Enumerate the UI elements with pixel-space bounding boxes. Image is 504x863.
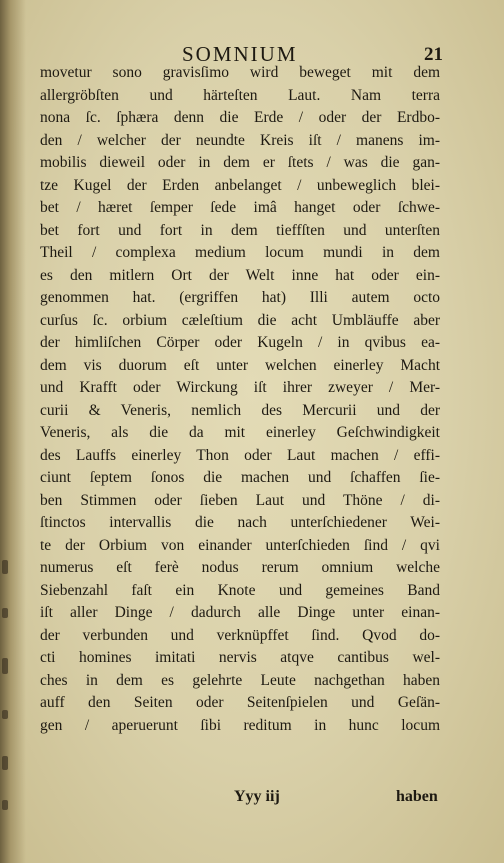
text-line: genommen hat. (ergriffen hat) Illi autem octo <box>40 289 440 306</box>
text-line: den / welcher der neundte Kreis iſt / manens im- <box>40 131 440 149</box>
text-line: iſt aller Dinge / dadurch alle Dinge unter einan- <box>40 604 440 621</box>
ink-bleed-marks <box>2 560 16 820</box>
text-line: auff den Seiten oder Seitenſpielen und Geſän- <box>40 694 440 711</box>
text-line: Veneris, als die da mit einerley Geſchwindigkeit <box>40 424 440 441</box>
text-line: ſtinctos intervallis die nach unterſchiedener Wei- <box>40 514 440 531</box>
text-line: numerus eſt ferè nodus rerum omnium welche <box>40 559 440 576</box>
text-line: ciunt ſeptem ſonos die machen und ſchaffen ſie- <box>40 469 440 486</box>
text-line: curii & Veneris, nemlich des Mercurii und der <box>40 401 440 419</box>
text-line: nona ſc. ſphæra denn die Erde / oder der Erdbo- <box>40 109 440 126</box>
text-line: der verbunden und verknüpffet ſind. Qvod do- <box>40 626 440 644</box>
text-line: cti homines imitati nervis atqve cantibus wel- <box>40 649 440 666</box>
text-line: der himliſchen Cörper oder Kugeln / in qvibus ea- <box>40 334 440 351</box>
text-line: gen / aperuerunt ſibi reditum in hunc locum <box>40 716 440 734</box>
text-line: ben Stimmen oder ſieben Laut und Thöne / di- <box>40 491 440 509</box>
text-line: te der Orbium von einander unterſchieden ſind / qvi <box>40 536 440 554</box>
text-line: mobilis dieweil oder in dem er ſtets / was die gan- <box>40 154 440 171</box>
text-line: und Krafft oder Wirckung iſt ihrer zweyer / Mer- <box>40 379 440 396</box>
text-line: Siebenzahl faſt ein Knote und gemeines Band <box>40 581 440 599</box>
text-line: movetur sono gravisſimo wird beweget mit dem <box>40 64 440 81</box>
text-line: allergröbſten und härteſten Laut. Nam terra <box>40 86 440 104</box>
running-head-title: SOMNIUM <box>182 42 298 66</box>
text-line: es den mitlern Ort der Welt inne hat oder ein- <box>40 266 440 284</box>
text-line: ches in dem es gelehrte Leute nachgethan haben <box>40 671 440 689</box>
text-line: Theil / complexa medium locum mundi in dem <box>40 244 440 261</box>
text-line: tze Kugel der Erden anbelanget / unbeweglich blei- <box>40 176 440 194</box>
text-line: des Lauffs einerley Thon oder Laut machen / effi- <box>40 446 440 464</box>
body-text-block <box>40 62 440 737</box>
text-line: curſus ſc. orbium cæleſtium die acht Umbläuffe aber <box>40 311 440 329</box>
text-line: bet / hæret ſemper ſede imâ hanget oder ſchwe- <box>40 199 440 216</box>
signature-mark: Yyy iij <box>234 788 280 805</box>
catchword: haben <box>396 788 438 805</box>
text-line: dem vis duorum eſt unter welchen einerley Macht <box>40 356 440 374</box>
page-number: 21 <box>424 44 443 65</box>
text-line: bet fort und fort in dem tieffſten und unterſten <box>40 221 440 239</box>
